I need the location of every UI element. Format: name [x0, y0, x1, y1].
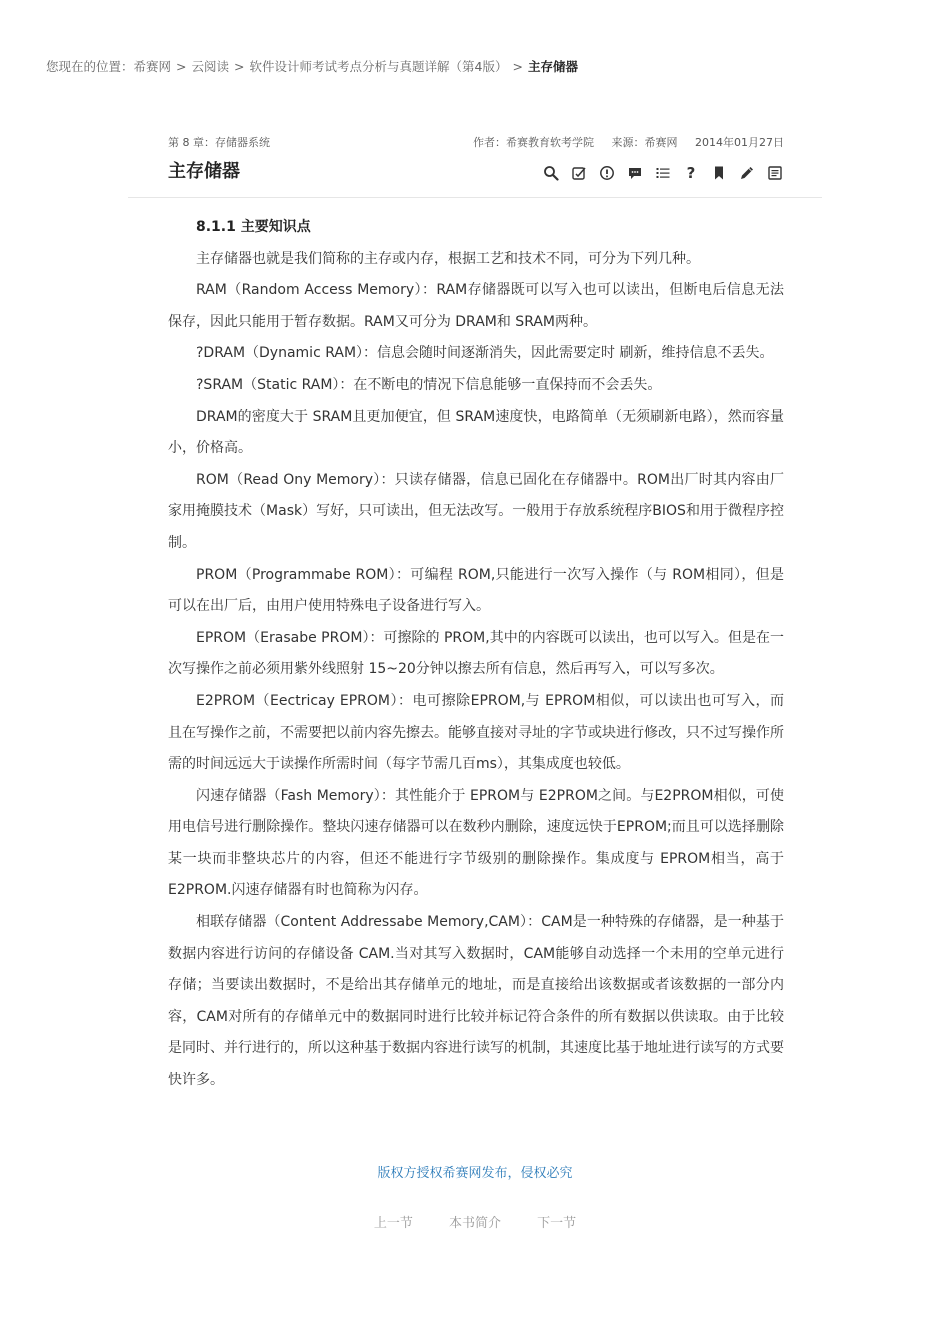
breadcrumb-link-cloud-reading[interactable]: 云阅读	[191, 59, 230, 74]
breadcrumb-separator: >	[234, 59, 245, 74]
help-icon: ?	[686, 164, 696, 182]
comment-button[interactable]	[625, 163, 645, 183]
edit-button[interactable]	[737, 163, 757, 183]
breadcrumb-link-book[interactable]: 软件设计师考试考点分析与真题详解（第4版）	[249, 59, 508, 74]
header-divider	[128, 197, 822, 198]
error-report-button[interactable]	[597, 163, 617, 183]
breadcrumb-current: 主存储器	[527, 59, 578, 74]
paragraph: EPROM（Erasabe PROM）：可擦除的 PROM,其中的内容既可以读出，也可以写入。但是在一次写操作之前必须用紫外线照射 15~20分钟以擦去所有信息，然后再写入，可以写多次。	[168, 629, 784, 678]
note-icon	[571, 165, 587, 181]
error-report-icon	[599, 165, 615, 181]
search-icon	[543, 165, 559, 181]
paragraph: E2PROM（Eectricay EPROM）：电可擦除EPROM,与 EPROM相似，可以读出也可写入，而且在写操作之前，不需要把以前内容先擦去。能够直接对寻址的字节或块进行修改，只不过写操作所需的时间远远大于读操作所需时间（每字节需几百ms），其集成度也较低。	[168, 692, 784, 773]
article-body	[168, 212, 784, 1097]
document-icon	[767, 165, 783, 181]
paragraph: PROM（Programmabe ROM）：可编程 ROM,只能进行一次写入操作（与 ROM相同），但是可以在出厂后，由用户使用特殊电子设备进行写入。	[168, 566, 784, 615]
paragraph: DRAM的密度大于 SRAM且更加便宜，但 SRAM速度快，电路简单（无须刷新电路），然而容量小，价格高。	[168, 408, 784, 457]
list-icon	[655, 165, 671, 181]
chapter-label: 第 8 章：存储器系统	[168, 136, 270, 149]
source-text: 来源：希赛网	[611, 136, 678, 149]
book-intro-link[interactable]: 本书简介	[448, 1216, 501, 1231]
edit-icon	[739, 165, 755, 181]
paragraph: RAM（Random Access Memory）：RAM存储器既可以写入也可以读出，但断电后信息无法保存，因此只能用于暂存数据。RAM又可分为 DRAM和 SRAM两种。	[168, 282, 784, 330]
bookmark-button[interactable]	[709, 163, 729, 183]
search-button[interactable]	[541, 163, 561, 183]
breadcrumb	[46, 57, 578, 75]
reader-toolbar	[541, 163, 785, 183]
paragraph: 相联存储器（Content Addressabe Memory,CAM）：CAM是一种特殊的存储器，是一种基于数据内容进行访问的存储设备 CAM.当对其写入数据时，CAM能够自动选择一个未用的空单元进行存储；当要读出数据时，不是给出其存储单元的地址，而是直接给出该数据或者该数据的一部分内容，CAM对所有的存储单元中的数据同时进行比较并标记符合条件的所有数据以供读取。由于比较是同时、并行进行的，所以这种基于数据内容进行读写的机制，其速度比基于地址进行读写的方式要快许多。	[168, 914, 784, 1089]
help-button[interactable]	[681, 163, 701, 183]
paragraph: ROM（Read Ony Memory）：只读存储器，信息已固化在存储器中。ROM出厂时其内容由厂家用掩膜技术（Mask）写好，只可读出，但无法改写。一般用于存放系统程序BIOS和用于微程序控制。	[168, 471, 784, 551]
date-text: 2014年01月27日	[695, 136, 784, 149]
breadcrumb-prefix: 您现在的位置：	[46, 59, 134, 74]
author-text: 作者：希赛教育软考学院	[473, 136, 594, 149]
breadcrumb-link-xisai[interactable]: 希赛网	[133, 59, 172, 74]
bookmark-icon	[711, 165, 727, 181]
article-meta	[459, 134, 784, 150]
paragraph: ?SRAM（Static RAM）：在不断电的情况下信息能够一直保持而不会丢失。	[196, 376, 662, 393]
catalog-button[interactable]	[653, 163, 673, 183]
document-button[interactable]	[765, 163, 785, 183]
section-pager	[0, 1212, 950, 1231]
breadcrumb-separator: >	[512, 59, 523, 74]
copyright-notice: 版权方授权希赛网发布，侵权必究	[377, 1166, 573, 1181]
paragraph: 闪速存储器（Fash Memory）：其性能介于 EPROM与 E2PROM之间。与E2PROM相似，可使用电信号进行删除操作。整块闪速存储器可以在数秒内删除，速度远快于EPROM;而且可以选择删除某一块而非整块芯片的内容，但还不能进行字节级别的删除操作。集成度与 EPROM相当，高于 E2PROM.闪速存储器有时也简称为闪存。	[168, 787, 784, 899]
comment-icon	[627, 165, 643, 181]
paragraph: ?DRAM（Dynamic RAM）：信息会随时间逐渐消失，因此需要定时 刷新，维持信息不丢失。	[196, 345, 774, 362]
next-section-link[interactable]: 下一节	[537, 1216, 577, 1231]
prev-section-link[interactable]: 上一节	[373, 1216, 413, 1231]
section-heading: 8.1.1 主要知识点	[196, 219, 311, 235]
breadcrumb-separator: >	[176, 59, 187, 74]
note-button[interactable]	[569, 163, 589, 183]
paragraph: 主存储器也就是我们简称的主存或内存，根据工艺和技术不同，可分为下列几种。	[196, 250, 700, 267]
page-title: 主存储器	[168, 161, 240, 182]
